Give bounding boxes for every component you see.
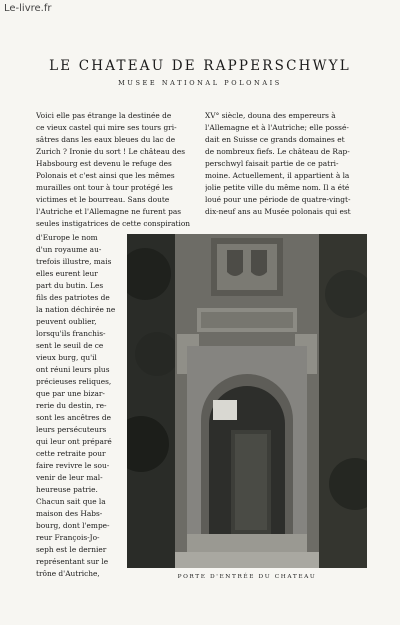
text-line: XV° siècle, douna des empereurs à: [205, 111, 336, 120]
text-line: dix-neuf ans au Musée polonais qui est: [205, 207, 351, 216]
text-line: Polonais et c'est ainsi que les mêmes: [36, 171, 175, 180]
text-line: moine. Actuellement, il appartient à la: [205, 171, 350, 180]
text-line: trône d'Autriche,: [36, 569, 100, 578]
text-line: seph est le dernier: [36, 545, 107, 554]
text-line: l'Autriche et l'Allemagne ne furent pas: [36, 207, 182, 216]
text-line: sâtres dans les eaux bleues du lac de: [36, 135, 176, 144]
photo-caption: PORTE D'ENTRÉE DU CHATEAU: [177, 574, 317, 580]
left-column-narrow: [36, 232, 124, 582]
castle-gate-photo: [127, 234, 367, 568]
text-line: Zurich ? Ironie du sort ! Le château des: [36, 147, 186, 156]
text-line: [205, 218, 365, 220]
text-line: maison des Habs-: [36, 509, 103, 518]
text-line: loué pour une période de quatre-vingt-: [205, 195, 351, 204]
page-title: LE CHATEAU DE RAPPERSCHWYL: [49, 58, 351, 74]
text-line: représentant sur le: [36, 557, 109, 566]
page-subtitle: MUSEE NATIONAL POLONAIS: [118, 79, 282, 87]
text-line: rerie du destin, re-: [36, 401, 107, 410]
text-line: bourg, dont l'empe-: [36, 521, 110, 530]
text-line: cette retraite pour: [36, 449, 106, 458]
left-column-top: [36, 110, 196, 232]
text-line: part du butin. Les: [36, 281, 104, 290]
text-line: vieux burg, qu'il: [36, 353, 97, 362]
text-line: Habsbourg est devenu le refuge des: [36, 159, 172, 168]
text-line: [36, 580, 124, 582]
text-line: lorsqu'ils franchis-: [36, 329, 106, 338]
text-line: heureuse patrie.: [36, 485, 98, 494]
watermark: Le-livre.fr: [4, 3, 52, 14]
text-line: de nombreux fiefs. Le château de Rap-: [205, 147, 350, 156]
text-line: d'un royaume au-: [36, 245, 102, 254]
text-line: l'Allemagne et à l'Autriche; elle possé-: [205, 123, 349, 132]
text-line: venir de leur mal-: [36, 473, 103, 482]
text-line: victimes et le bourreau. Sans doute: [36, 195, 170, 204]
text-line: qui leur ont préparé: [36, 437, 112, 446]
text-line: seules instigatrices de cette conspiration: [36, 219, 191, 228]
text-line: leurs persécuteurs: [36, 425, 107, 434]
text-line: d'Europe le nom: [36, 233, 98, 242]
text-line: sont les ancêtres de: [36, 413, 112, 422]
text-line: peuvent oublier,: [36, 317, 97, 326]
text-line: dait en Suisse ce grands domaines et: [205, 135, 345, 144]
text-line: précieuses reliques,: [36, 377, 112, 386]
right-column-top: [205, 110, 365, 220]
text-line: ont réuni leurs plus: [36, 365, 110, 374]
text-line: murailles ont tour à tour protégé les: [36, 183, 173, 192]
text-line: Chacun sait que la: [36, 497, 106, 506]
text-line: trefois illustre, mais: [36, 257, 112, 266]
text-line: que par une bizar-: [36, 389, 105, 398]
text-line: reur François-Jo-: [36, 533, 100, 542]
text-line: fils des patriotes de: [36, 293, 110, 302]
text-line: jolie petite ville du même nom. Il a été: [205, 183, 350, 192]
text-line: elles eurent leur: [36, 269, 98, 278]
text-line: sent le seuil de ce: [36, 341, 104, 350]
text-line: perschwyl faisait partie de ce patri-: [205, 159, 339, 168]
text-line: ce vieux castel qui mire ses tours gri-: [36, 123, 177, 132]
text-line: Voici elle pas étrange la destinée de: [36, 111, 172, 120]
text-line: la nation déchirée ne: [36, 305, 116, 314]
text-line: faire revivre le sou-: [36, 461, 110, 470]
